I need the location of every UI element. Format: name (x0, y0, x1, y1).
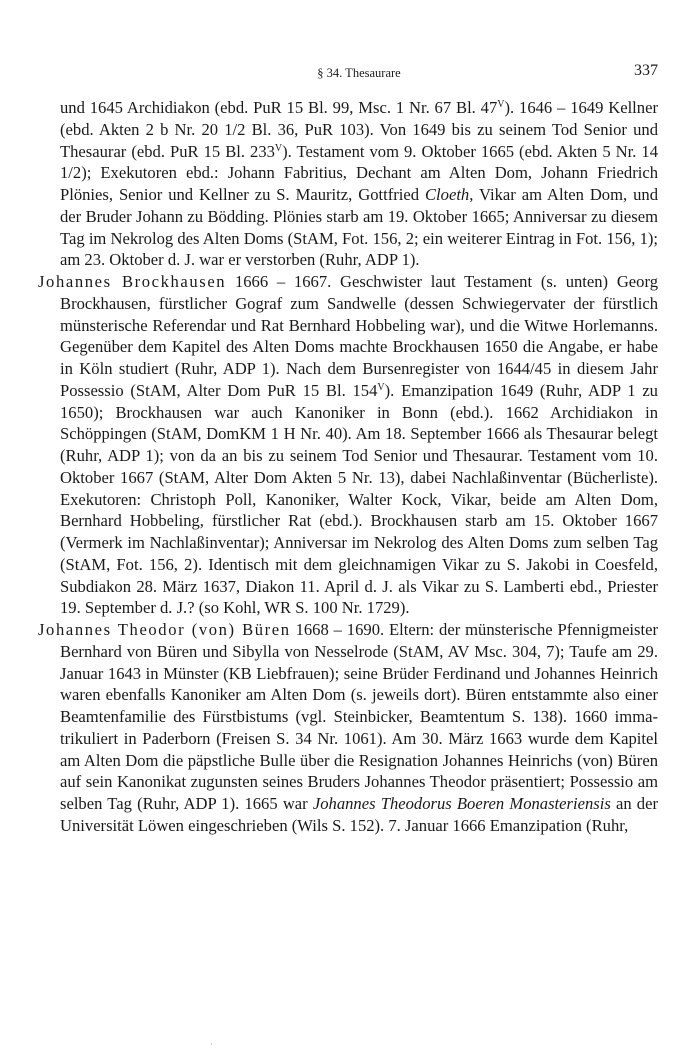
text-run: ). Testament vom 9. Oktober 1665 (ebd. Akten 5 Nr. 14 1/2); Exekutoren ebd.: Johann Fabritius, Dechant am Alten Dom, Johann Friedrich Plönies, Senior und Kellner zu S. Mauritz, Gottfried (60, 141, 658, 204)
scan-speck: · (210, 1040, 213, 1049)
entry-lemma: Johannes Brockhausen (38, 272, 227, 291)
superscript: V (274, 142, 283, 154)
italic-latin-name: Johannes Theodorus Boeren Monasteriensis (312, 794, 611, 813)
entry-brockhausen (38, 271, 658, 619)
page-header (60, 64, 658, 84)
text-run: 1668 – 1690. Eltern: der münsterische Pfennigmeister Bernhard von Büren und Sibylla von Nesselrode (StAM, AV Msc. 304, 7); Taufe am 29. Januar 1643 in Münster (KB Liebfrauen); seine Brüder Ferdinand und Johannes Heinrich waren ebenfalls Kanoniker am Alten Dom (s. jeweils dort). Büren entstammte also einer Beamtenfamilie des Fürstbistums (vgl. Steinbicker, Beamtentum S. 138). 1660 immatrikuliert in Paderborn (Freisen S. 34 Nr. 1061). Am 30. März 1663 wurde dem Kapitel am Alten Dom die päpstliche Bulle über die Resignation Johannes Heinrichs (von) Büren auf sein Kanonikat zugunsten seines Bruders Johannes Theodor präsentiert; Possessio am selben Tag (Ruhr, ADP 1). 1665 war (60, 620, 659, 813)
text-run: Vikar am Alten Dom, und der Bruder Johann zu Bödding. Plönies starb am 19. Oktober 1665; Anniversar zu diesem Tag im Nekrolog des Alten Doms (StAM, Fot. 156, 2; ein weiterer Eintrag in Fot. 156, 1); am 23. Oktober d. J. war er verstorben (Ruhr, ADP 1). (60, 185, 658, 270)
entry-lemma: Johannes Theodor (von) Büren (38, 620, 291, 639)
entry-plonies-continuation (38, 97, 658, 271)
text-run: ). 1646 – 1649 Kellner (ebd. Akten 2 b Nr. 20 1/2 Bl. 36, PuR 103). Von 1649 bis zu seinem Tod Senior und Thesaurar (ebd. PuR 15 Bl. 233 (60, 98, 658, 161)
page-number: 337 (634, 62, 658, 79)
text-run: und 1645 Archidiakon (ebd. PuR 15 Bl. 99, Msc. 1 Nr. 67 Bl. 47 (60, 98, 498, 117)
body-text (38, 97, 658, 837)
text-run: an der Universität Löwen eingeschrieben (Wils S. 152). 7. Januar 1666 Emanzipation (Ruhr, (60, 794, 658, 835)
italic-name: Cloeth, (424, 185, 474, 204)
superscript: V (377, 381, 385, 393)
running-head: § 34. Thesaurare (317, 66, 401, 80)
text-run: 1666 – 1667. Geschwister laut Testament (s. unten) Georg Brockhausen, fürstlicher Gograf zum Sandwelle (dessen Schwiegervater der fürstlich münsterische Referendar und Rat Bernhard Hobbeling war), und die Witwe Horlemanns. Gegenüber dem Kapitel des Alten Doms machte Brockhausen 1650 die Angabe, er habe in Köln studiert (Ruhr, ADP 1). Nach dem Bursenregister von 1644/45 in diesem Jahr Possessio (StAM, Alter Dom PuR 15 Bl. 154 (60, 272, 658, 400)
superscript: V (497, 99, 505, 110)
text-run: ). Emanzipation 1649 (Ruhr, ADP 1 zu 1650); Brockhausen war auch Kanoniker in Bonn (ebd.). 1662 Archidiakon in Schöppingen (StAM, DomKM 1 H Nr. 40). Am 18. September 1666 als Thesaurar belegt (Ruhr, ADP 1); von da an bis zu seinem Tod Senior und Thesaurar. Testament vom 10. Oktober 1667 (StAM, Alter Dom Akten 5 Nr. 13), dabei Nachlaßinventar (Bücherliste). Exekutoren: Christoph Poll, Kanoniker, Walter Kock, Vikar, beide am Alten Dom, Bernhard Hobbeling, fürstlicher Rat (ebd.). Brockhausen starb am 15. Oktober 1667 (Vermerk im Nachlaßinventar); Anniversar im Nekrolog des Alten Doms zum selben Tag (StAM, Fot. 156, 2). Identisch mit dem gleichnamigen Vikar zu S. Jakobi in Coesfeld, Subdiakon 28. März 1637, Diakon 11. April d. J. als Vikar zu S. Lamberti ebd., Priester 19. September d. J.? (so Kohl, WR S. 100 Nr. 1729). (60, 380, 658, 618)
entry-bueren (38, 619, 658, 837)
